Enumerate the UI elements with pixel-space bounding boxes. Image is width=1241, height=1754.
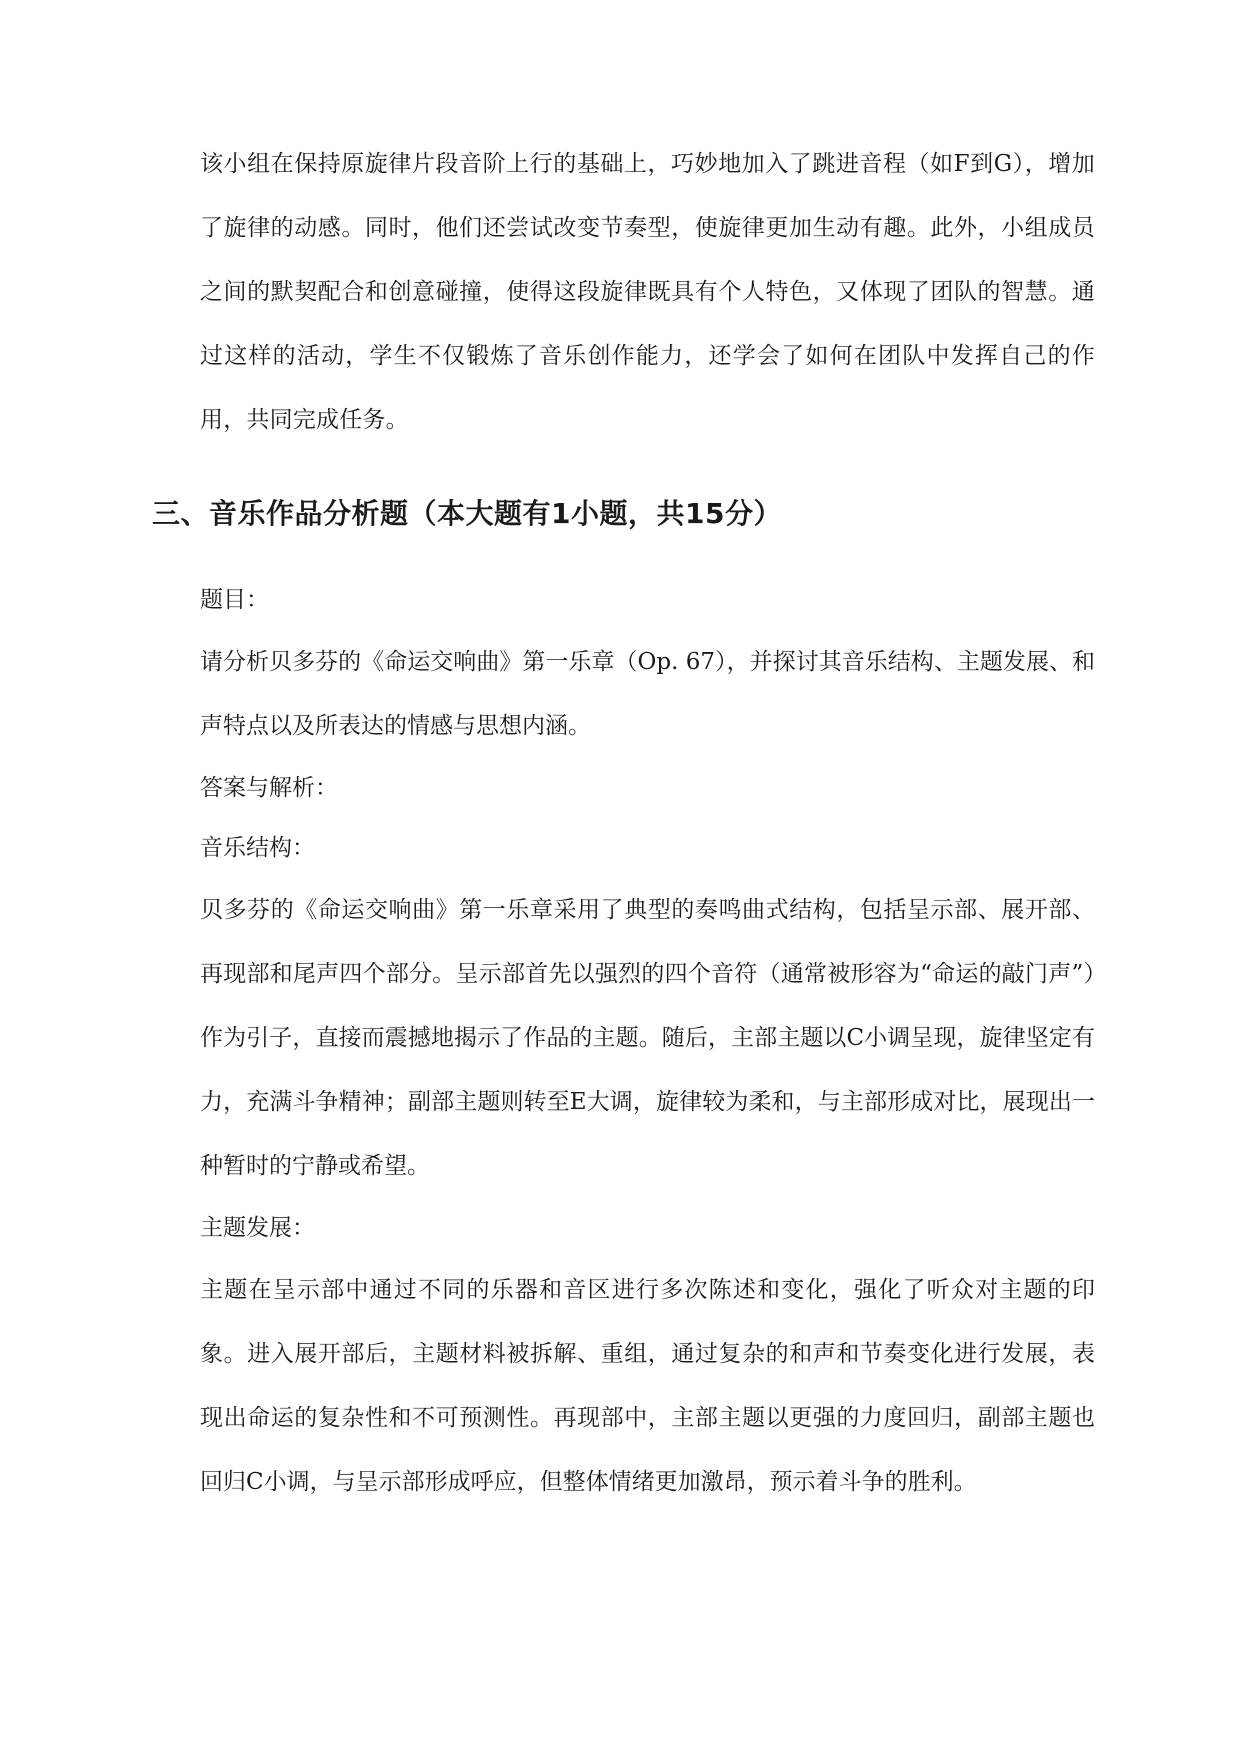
development-text: 主题在呈示部中通过不同的乐器和音区进行多次陈述和变化，强化了听众对主题的印象。进入展开部后，主题材料被拆解、重组，通过复杂的和声和节奏变化进行发展，表现出命运的复杂性和不可预测性。再现部中，主部主题以更强的力度回归，副部主题也回归C小调，与呈示部形成呼应，但整体情绪更加激昂，预示着斗争的胜利。 — [200, 1277, 1095, 1495]
question-label: 题目： — [200, 587, 269, 613]
question-text: 请分析贝多芬的《命运交响曲》第一乐章（Op. 67），并探讨其音乐结构、主题发展、和声特点以及所表达的情感与思想内涵。 — [200, 649, 1095, 739]
intro-paragraph: 该小组在保持原旋律片段音阶上行的基础上，巧妙地加入了跳进音程（如F到G），增加了旋律的动感。同时，他们还尝试改变节奏型，使旋律更加生动有趣。此外，小组成员之间的默契配合和创意碰撞，使得这段旋律既具有个人特色，又体现了团队的智慧。通过这样的活动，学生不仅锻炼了音乐创作能力，还学会了如何在团队中发挥自己的作用，共同完成任务。 — [200, 151, 1095, 433]
section-heading: 三、音乐作品分析题（本大题有1小题，共15分） — [152, 497, 782, 530]
intro-section — [200, 132, 1095, 452]
development-label: 主题发展： — [200, 1215, 315, 1241]
structure-text: 贝多芬的《命运交响曲》第一乐章采用了典型的奏鸣曲式结构，包括呈示部、展开部、再现部和尾声四个部分。呈示部首先以强烈的四个音符（通常被形容为“命运的敲门声”）作为引子，直接而震撼地揭示了作品的主题。随后，主部主题以C小调呈现，旋律坚定有力，充满斗争精神；副部主题则转至E大调，旋律较为柔和，与主部形成对比，展现出一种暂时的宁静或希望。 — [200, 897, 1095, 1179]
answer-label: 答案与解析： — [200, 775, 338, 801]
structure-label: 音乐结构： — [200, 835, 315, 861]
analysis-section — [200, 570, 1095, 1514]
